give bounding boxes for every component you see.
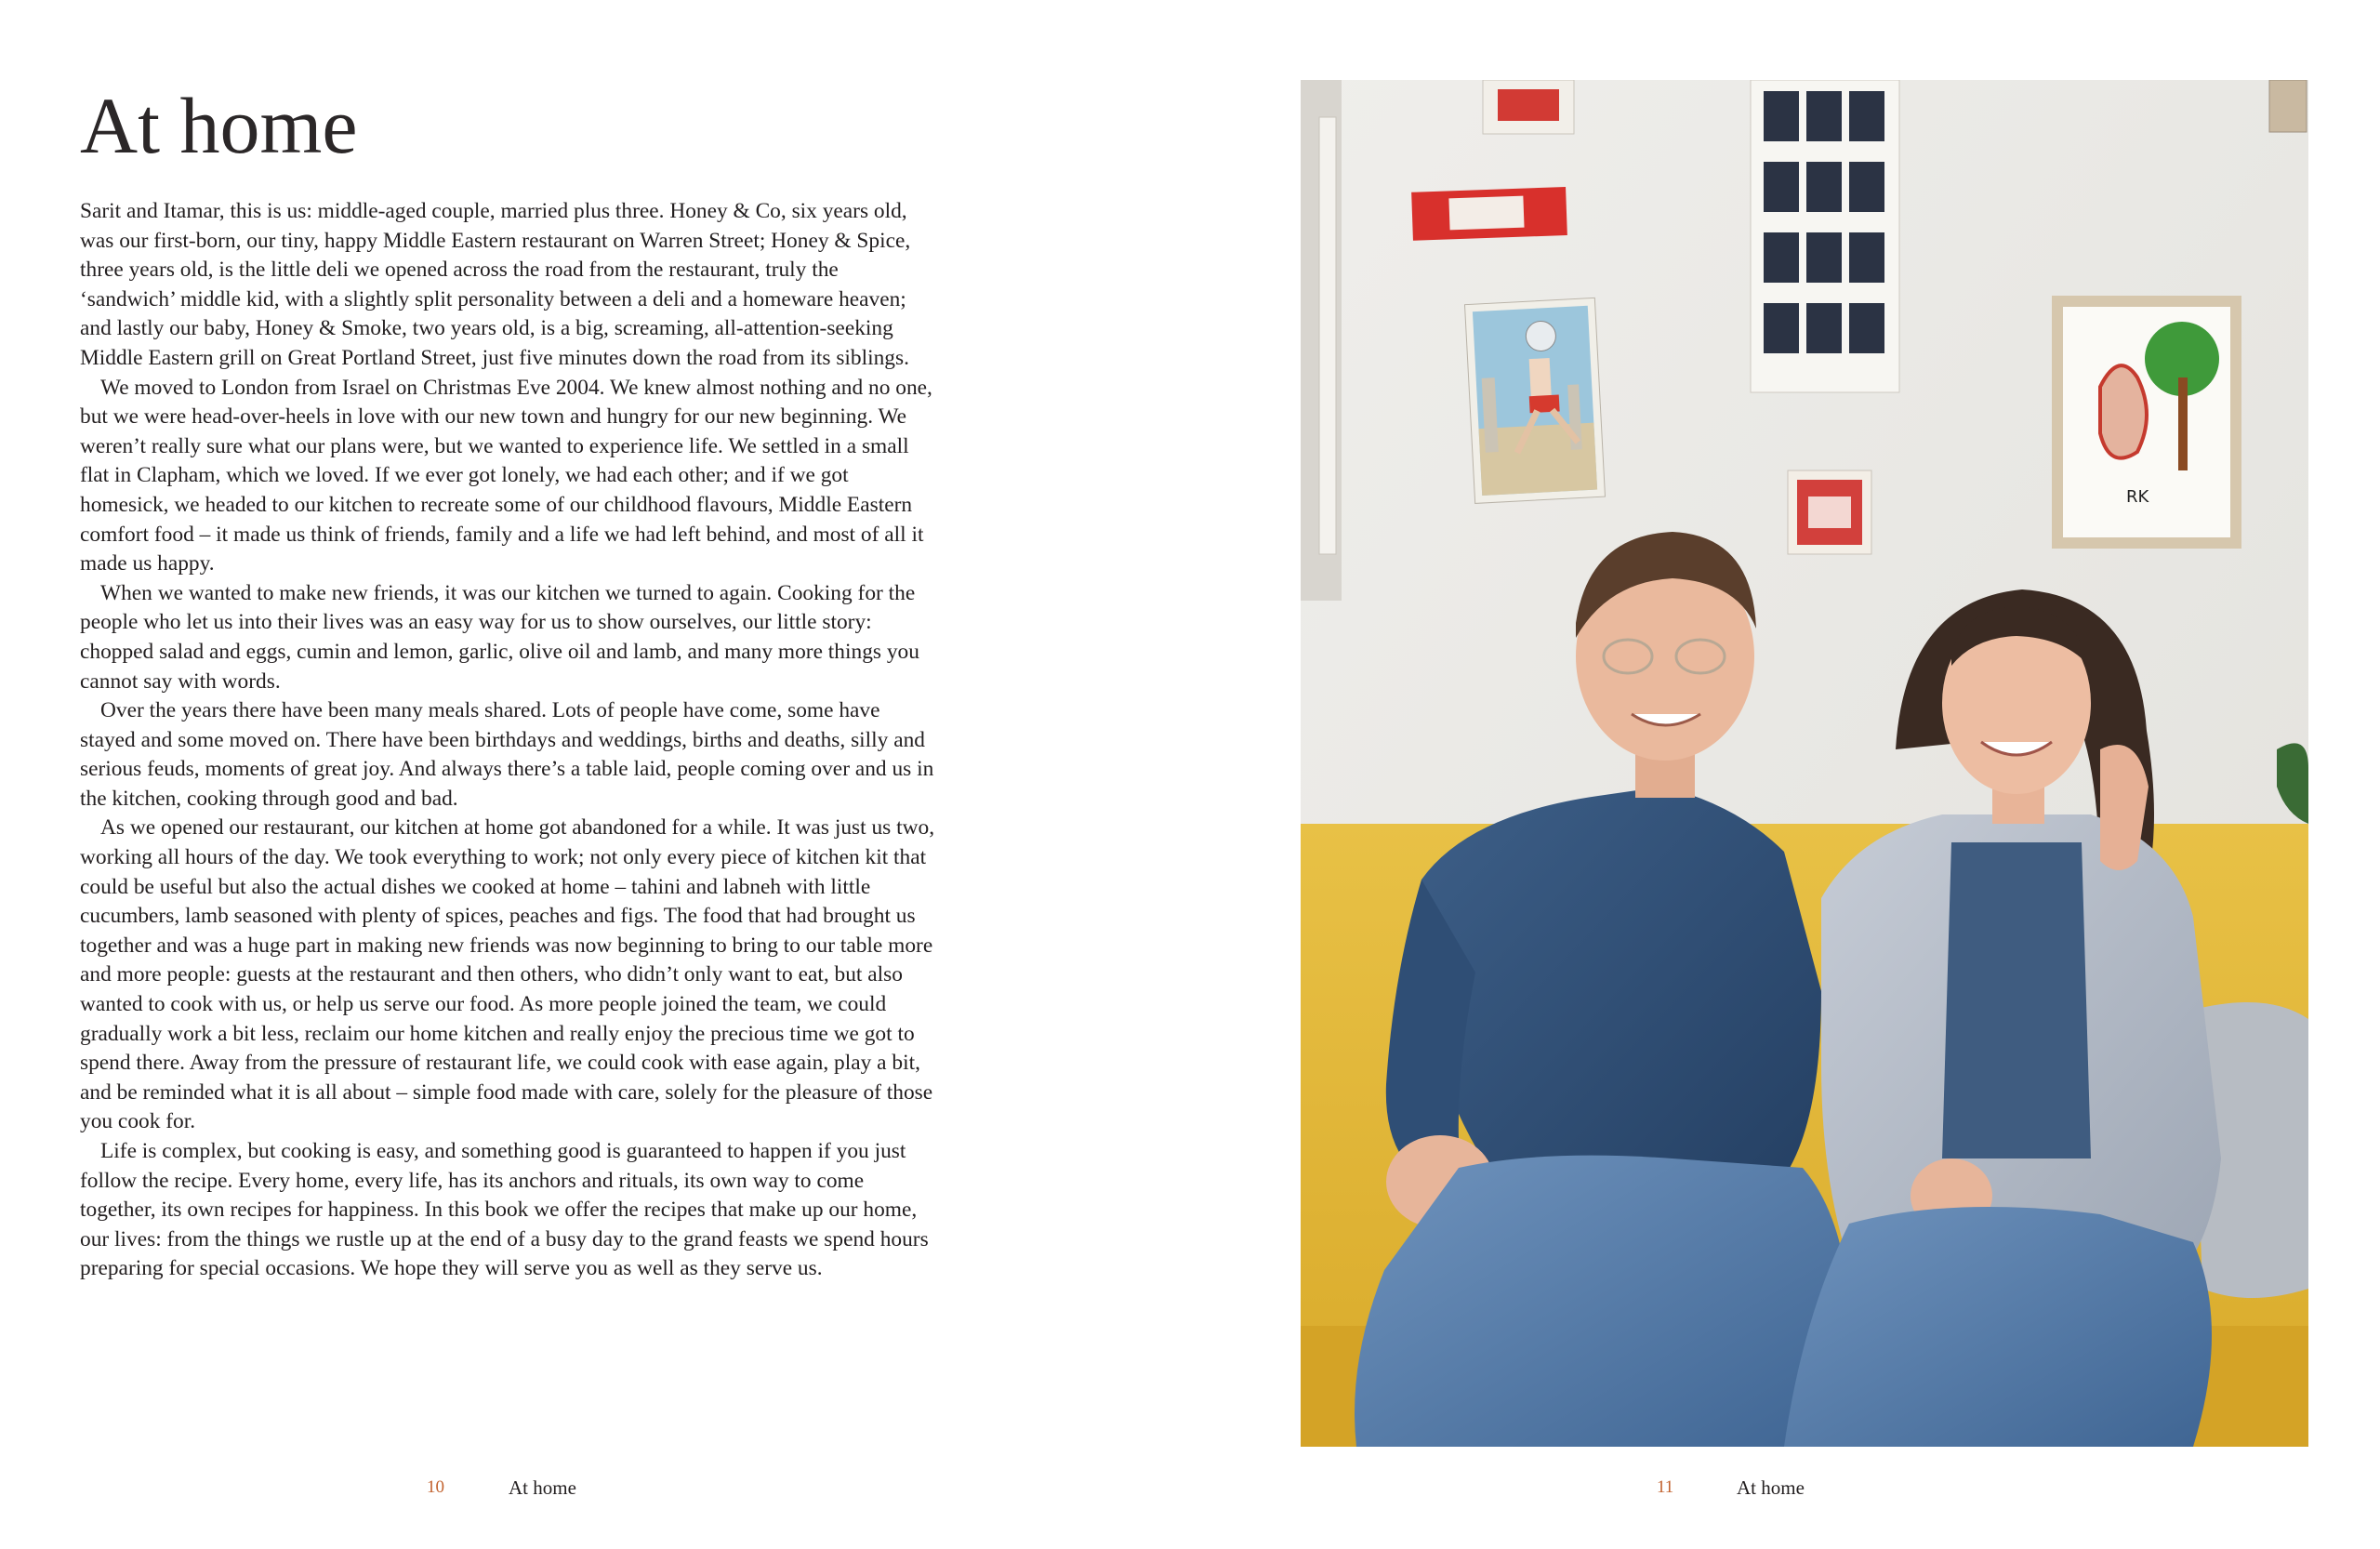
paragraph-5: As we opened our restaurant, our kitchen at home got abandoned for a while. It was just us two, working all hours of the day. We took everything to work; not only every piece of kitchen kit that could be useful but also the actual dishes we cooked at home – tahini and labneh with little cucumbers, lamb seasoned with plenty of spices, peaches and figs. The food that had brought us together and was a huge part in making new friends was now beginning to bring to our table more and more people: guests at the restaurant and then others, who didn’t only want to eat, but also wanted to cook with us, or help us serve our food. As more people joined the team, we could gradually work a bit less, reclaim our home kitchen and really enjoy the precious time we got to spend there. Away from the pressure of restaurant life, we could cook with ease again, play a bit, and be reminded what it is all about – simple food made with care, solely for the pleasure of those you cook for. <box>80 815 935 1134</box>
page-number-left: 10 <box>427 1477 444 1497</box>
paragraph-4: Over the years there have been many meals shared. Lots of people have come, some have stayed and some moved on. There have been birthdays and weddings, births and deaths, silly and serious feuds, moments of great joy. And always there’s a table laid, people coming over and us in the kitchen, cooking through good and bad. <box>80 698 934 811</box>
paragraph-2: We moved to London from Israel on Christmas Eve 2004. We knew almost nothing and no one, but we were head-over-heels in love with our new town and hungry for our new beginning. We weren’t really sure what our plans were, but we wanted to experience life. We settled in a small flat in Clapham, which we loved. If we ever got lonely, we had each other; and if we got homesick, we headed to our kitchen to recreate some of our childhood flavours, Middle Eastern comfort food – it made us think of friends, family and a life we had left behind, and most of all it made us happy. <box>80 375 932 576</box>
paragraph-6: Life is complex, but cooking is easy, and something good is guaranteed to happen if you just follow the recipe. Every home, every life, has its anchors and rituals, its own way to come together, its own recipes for happiness. In this book we offer the recipes that make up our home, our lives: from the things we rustle up at the end of a busy day to the grand feasts we spend hours preparing for special occasions. We hope they will serve you as well as they serve us. <box>80 1139 929 1281</box>
paragraph-3: When we wanted to make new friends, it was our kitchen we turned to again. Cooking for the people who let us into their lives was an easy way for us to show ourselves, our little story: chopped salad and eggs, cumin and lemon, garlic, olive oil and lamb, and many more things you cannot say with words. <box>80 580 919 694</box>
page-number-right: 11 <box>1657 1477 1674 1497</box>
body-text <box>80 197 935 1284</box>
running-head-left: At home <box>509 1476 576 1499</box>
couple-photo <box>1301 80 2308 1447</box>
svg-text:RK: RK <box>2126 487 2149 507</box>
paragraph-1: Sarit and Itamar, this is us: middle-aged couple, married plus three. Honey & Co, six years old, was our first-born, our tiny, happy Middle Eastern restaurant on Warren Street; Honey & Spice, three years old, is the little deli we opened across the road from the restaurant, truly the ‘sandwich’ middle kid, with a slightly split personality between a deli and a homeware heaven; and lastly our baby, Honey & Smoke, two years old, is a big, screaming, all-attention-seeking Middle Eastern grill on Great Portland Street, just five minutes down the road from its siblings. <box>80 199 911 370</box>
page-title: At home <box>80 81 358 170</box>
running-head-right: At home <box>1737 1476 1805 1499</box>
